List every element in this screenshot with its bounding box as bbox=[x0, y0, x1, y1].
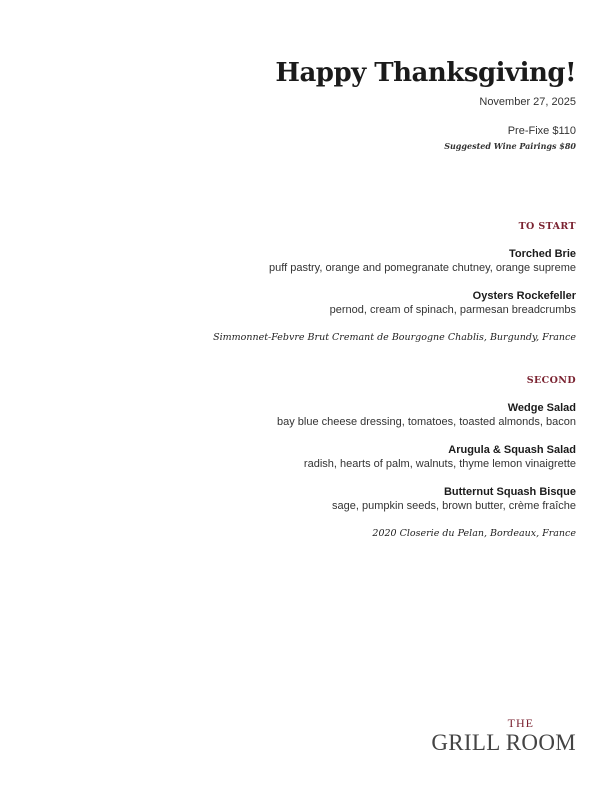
dish-name: Butternut Squash Bisque bbox=[443, 486, 576, 498]
logo-the: THE bbox=[507, 716, 534, 730]
page-title: Happy Thanksgiving! bbox=[275, 58, 576, 88]
wine-pairing: 2020 Closerie du Pelan, Bordeaux, France bbox=[372, 528, 576, 539]
dish-name: Wedge Salad bbox=[507, 402, 576, 414]
dish-description: bay blue cheese dressing, tomatoes, toasted almonds, bacon bbox=[276, 416, 576, 428]
dish-name: Oysters Rockefeller bbox=[472, 290, 576, 302]
section-heading-second: SECOND bbox=[526, 375, 576, 386]
prefixe-price: Pre-Fixe $110 bbox=[507, 125, 576, 137]
dish-name: Arugula & Squash Salad bbox=[448, 444, 576, 456]
dish-description: sage, pumpkin seeds, brown butter, crème fraîche bbox=[332, 500, 576, 512]
restaurant-logo: GRILL ROOM bbox=[431, 730, 576, 755]
section-heading-to-start: TO START bbox=[518, 221, 576, 232]
wine-pairing: Simmonnet-Febvre Brut Cremant de Bourgogne Chablis, Burgundy, France bbox=[213, 332, 576, 343]
wine-pairing-price: Suggested Wine Pairings $80 bbox=[444, 141, 576, 151]
dish-description: pernod, cream of spinach, parmesan breadcrumbs bbox=[329, 304, 576, 316]
dish-description: puff pastry, orange and pomegranate chutney, orange supreme bbox=[269, 262, 576, 274]
dish-description: radish, hearts of palm, walnuts, thyme lemon vinaigrette bbox=[303, 458, 576, 470]
dish-name: Torched Brie bbox=[508, 248, 576, 260]
event-date: November 27, 2025 bbox=[479, 96, 576, 108]
